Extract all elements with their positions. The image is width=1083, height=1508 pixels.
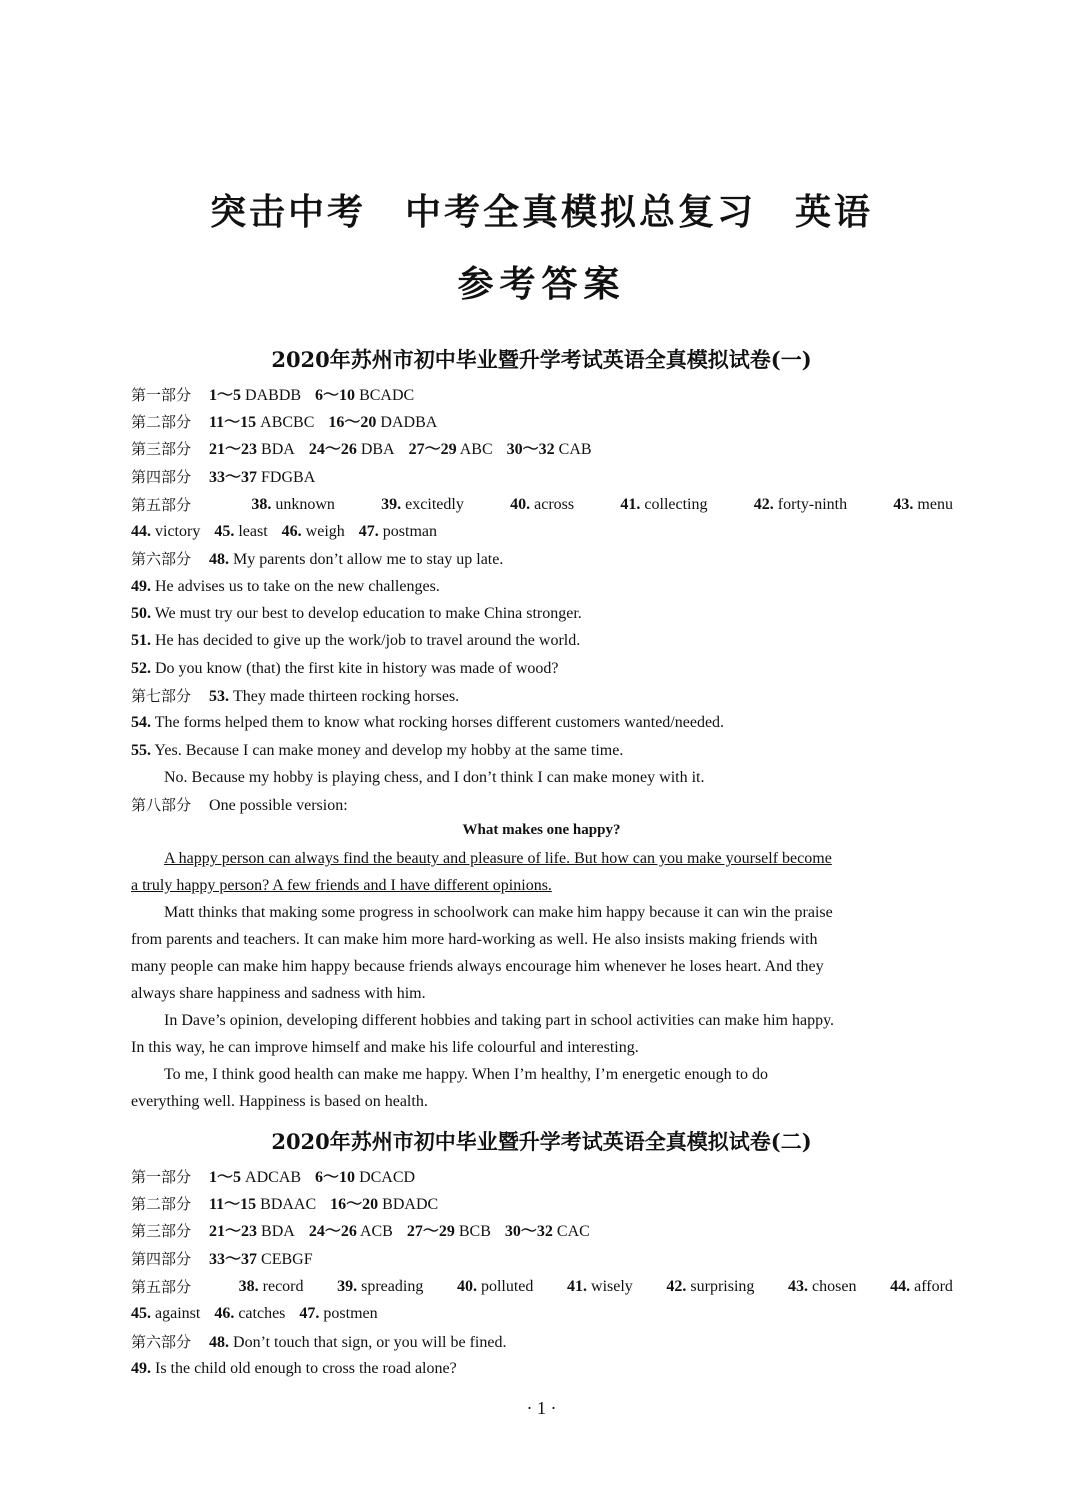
essay-line: In Dave’s opinion, developing different hobbies and taking part in school activities can make him happy. (164, 1012, 835, 1029)
exam1-part6-line: 50. We must try our best to develop education to make China stronger. (131, 605, 582, 622)
essay-title: What makes one happy? (462, 822, 621, 838)
exam1-part5-row2: 44. victory 45. least 46. weigh 47. postman (131, 523, 437, 540)
essay-line: a truly happy person? A few friends and I have different opinions. (131, 877, 552, 894)
exam2-part3: 第三部分 21～23 BDA 24～26 ACB 27～29 BCB 30～32 CAC (131, 1222, 590, 1240)
essay-line: from parents and teachers. It can make him more hard-working as well. He also insists making friends with (131, 931, 818, 948)
exam1-part7-line: 55. Yes. Because I can make money and develop my hobby at the same time. (131, 742, 624, 759)
exam2-part1: 第一部分 1～5 ADCAB 6～10 DCACD (131, 1168, 416, 1186)
exam1-part6-line: 49. He advises us to take on the new challenges. (131, 578, 440, 595)
exam1-part1: 第一部分 1～5 DABDB 6～10 BCADC (131, 386, 415, 404)
exam1-part6-line: 52. Do you know (that) the first kite in history was made of wood? (131, 660, 559, 677)
exam1-part7-line: 54. The forms helped them to know what rocking horses different customers wanted/needed. (131, 714, 725, 731)
exam1-part2: 第二部分 11～15 ABCBC 16～20 DADBA (131, 413, 438, 431)
exam1-part7-line: 第七部分 53. They made thirteen rocking horses. (131, 687, 460, 705)
essay-line: Matt thinks that making some progress in schoolwork can make him happy because it can win the praise (164, 904, 833, 921)
exam1-part7-alt: No. Because my hobby is playing chess, and I don’t think I can make money with it. (164, 769, 705, 786)
exam1-part6-line: 第六部分 48. My parents don’t allow me to stay up late. (131, 550, 504, 568)
page-subtitle: 参考答案 (457, 263, 626, 305)
page-number: · 1 · (526, 1398, 557, 1418)
essay-line: many people can make him happy because friends always encourage him whenever he loses heart. And they (131, 958, 824, 975)
exam1-part5-row1: 第五部分 38. unknown 39. excitedly 40. across 41. collecting 42. forty-ninth 43. menu (131, 496, 953, 514)
essay-line: A happy person can always find the beauty and pleasure of life. But how can you make yourself become (164, 850, 832, 867)
exam2-part5-row2: 45. against 46. catches 47. postmen (131, 1305, 378, 1322)
exam2-heading: 2020年苏州市初中毕业暨升学考试英语全真模拟试卷(二) (271, 1129, 812, 1154)
exam1-part4: 第四部分 33～37 FDGBA (131, 468, 316, 486)
essay-line: always share happiness and sadness with him. (131, 985, 426, 1002)
exam1-part8-intro: 第八部分 One possible version: (131, 796, 348, 814)
essay-line: In this way, he can improve himself and make his life colourful and interesting. (131, 1039, 639, 1056)
book-title: 突击中考 中考全真模拟总复习 英语 (209, 191, 873, 233)
exam1-part3: 第三部分 21～23 BDA 24～26 DBA 27～29 ABC 30～32 CAB (131, 440, 592, 458)
exam2-part5-row1: 第五部分 38. record 39. spreading 40. polluted 41. wisely 42. surprising 43. chosen 44. afford (131, 1278, 953, 1296)
essay-line: everything well. Happiness is based on health. (131, 1093, 428, 1110)
essay-line: To me, I think good health can make me happy. When I’m healthy, I’m energetic enough to do (164, 1066, 769, 1083)
exam2-part2: 第二部分 11～15 BDAAC 16～20 BDADC (131, 1195, 439, 1213)
exam2-part6-line: 49. Is the child old enough to cross the road alone? (131, 1360, 457, 1377)
exam2-part4: 第四部分 33～37 CEBGF (131, 1250, 313, 1268)
exam2-part6-line: 第六部分 48. Don’t touch that sign, or you will be fined. (131, 1333, 507, 1351)
exam1-heading: 2020年苏州市初中毕业暨升学考试英语全真模拟试卷(一) (271, 347, 812, 372)
exam1-part6-line: 51. He has decided to give up the work/job to travel around the world. (131, 632, 581, 649)
